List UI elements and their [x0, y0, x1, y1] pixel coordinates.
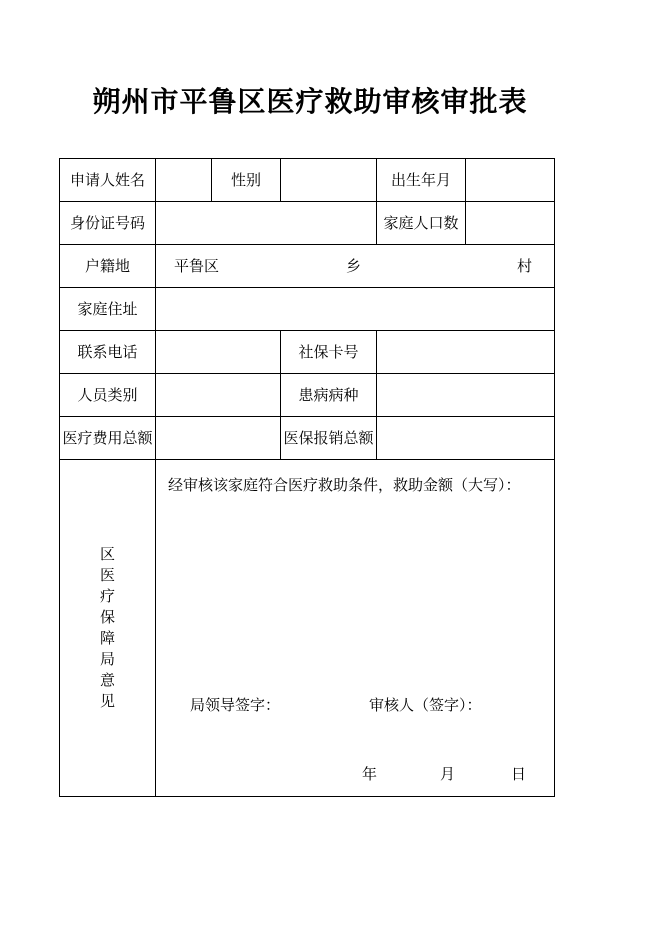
birth-value[interactable] — [466, 159, 555, 202]
phone-label: 联系电话 — [60, 331, 156, 374]
opinion-statement: 经审核该家庭符合医疗救助条件，救助金额（大写）： — [168, 476, 521, 494]
insurance-total-label: 医保报销总额 — [281, 417, 377, 460]
medical-total-label: 医疗费用总额 — [60, 417, 156, 460]
approval-form-table — [59, 158, 555, 797]
id-number-value[interactable] — [156, 202, 377, 245]
date-day: 日 — [511, 765, 527, 783]
address-label: 家庭住址 — [60, 288, 156, 331]
person-type-value[interactable] — [156, 374, 281, 417]
date-year: 年 — [362, 765, 378, 783]
medical-total-value[interactable] — [156, 417, 281, 460]
date-month: 月 — [440, 765, 456, 783]
table-row — [60, 159, 555, 202]
person-type-label: 人员类别 — [60, 374, 156, 417]
table-row — [60, 417, 555, 460]
insurance-total-value[interactable] — [377, 417, 555, 460]
reviewer-sign-label: 审核人（签字）： — [369, 696, 482, 714]
hukou-label: 户籍地 — [60, 245, 156, 288]
gender-label: 性别 — [212, 159, 281, 202]
page-title: 朔州市平鲁区医疗救助审核审批表 — [92, 85, 528, 118]
opinion-body[interactable] — [156, 460, 555, 797]
birth-label: 出生年月 — [377, 159, 466, 202]
household-size-label: 家庭人口数 — [377, 202, 466, 245]
disease-label: 患病病种 — [281, 374, 377, 417]
leader-sign-label: 局领导签字： — [190, 696, 281, 714]
table-row — [60, 245, 555, 288]
opinion-label-cell — [60, 460, 156, 797]
table-row — [60, 288, 555, 331]
id-number-label: 身份证号码 — [60, 202, 156, 245]
gender-value[interactable] — [281, 159, 377, 202]
applicant-name-value[interactable] — [156, 159, 212, 202]
hukou-value[interactable] — [156, 245, 555, 288]
hukou-town: 乡 — [346, 257, 362, 275]
disease-value[interactable] — [377, 374, 555, 417]
address-value[interactable] — [156, 288, 555, 331]
table-row — [60, 331, 555, 374]
opinion-label: 区医疗保障局意见 — [99, 545, 115, 710]
phone-value[interactable] — [156, 331, 281, 374]
table-row — [60, 374, 555, 417]
hukou-village: 村 — [517, 257, 533, 275]
table-row — [60, 202, 555, 245]
hukou-district: 平鲁区 — [174, 257, 220, 275]
household-size-value[interactable] — [466, 202, 555, 245]
social-card-label: 社保卡号 — [281, 331, 377, 374]
applicant-name-label: 申请人姓名 — [60, 159, 156, 202]
table-row — [60, 460, 555, 797]
social-card-value[interactable] — [377, 331, 555, 374]
